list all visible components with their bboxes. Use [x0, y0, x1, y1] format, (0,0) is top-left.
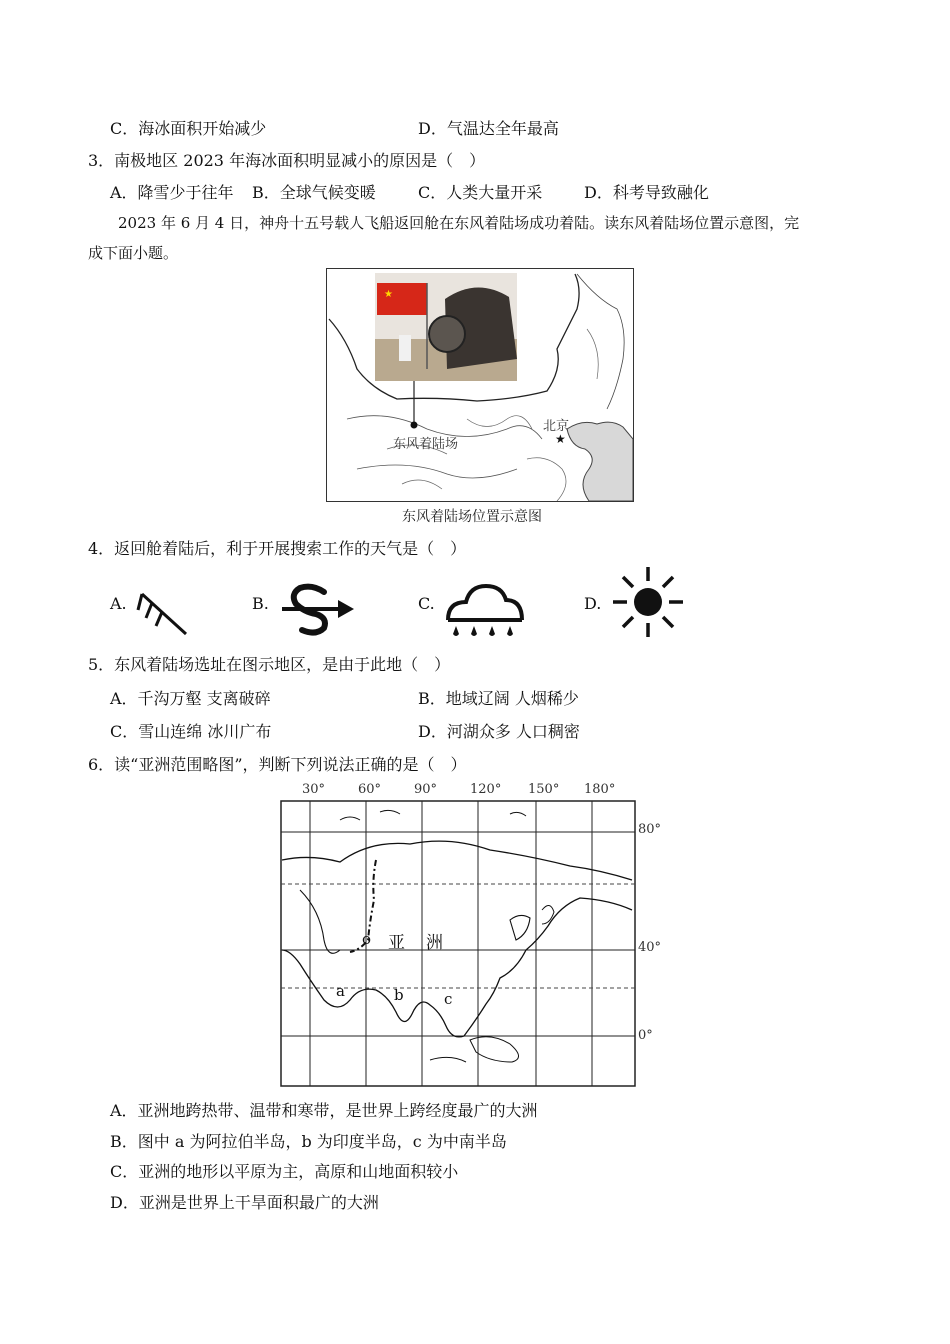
marker-b: b [394, 986, 404, 1004]
q5-option-c: C．雪山连绵 冰川广布 [110, 722, 272, 741]
q5-option-d: D．河湖众多 人口稠密 [418, 722, 580, 741]
q3-option-a: A．降雪少于往年 [110, 183, 234, 202]
asia-title: 亚 洲 [388, 933, 445, 953]
q4-option-d-label: D. [584, 594, 602, 613]
q6-option-d: D．亚洲是世界上干旱面积最广的大洲 [110, 1193, 379, 1212]
lon-label: 30° [302, 782, 326, 797]
svg-text:★: ★ [384, 289, 393, 300]
lon-label: 120° [470, 782, 502, 797]
sun-icon [610, 565, 686, 639]
asia-map [270, 780, 670, 1092]
q4-option-c-label: C. [418, 594, 435, 613]
q4-option-b-label: B. [252, 594, 269, 613]
q6-option-c: C．亚洲的地形以平原为主，高原和山地面积较小 [110, 1162, 459, 1181]
q2-option-c: C．海冰面积开始减少 [110, 119, 267, 138]
landing-map-drawing [327, 269, 633, 501]
lat-label: 40° [638, 940, 662, 955]
q5-stem: 5．东风着陆场选址在图示地区，是由于此地（ ） [88, 655, 451, 674]
marker-a: a [336, 982, 345, 1000]
q3-option-c: C．人类大量开采 [418, 183, 543, 202]
lon-label: 180° [584, 782, 616, 797]
landing-site-label: 东风着陆场 [393, 437, 459, 452]
lat-label: 80° [638, 822, 662, 837]
q2-option-d: D．气温达全年最高 [418, 119, 559, 138]
map1-caption: 东风着陆场位置示意图 [402, 509, 542, 525]
lon-label: 60° [358, 782, 382, 797]
rain-icon [444, 576, 526, 640]
q5-option-b: B．地域辽阔 人烟稀少 [418, 689, 579, 708]
beijing-label: 北京 [543, 419, 570, 434]
q3-option-d: D．科考导致融化 [584, 183, 709, 202]
q5-option-a: A．千沟万壑 支离破碎 [110, 689, 271, 708]
marker-c: c [444, 990, 453, 1008]
lon-label: 150° [528, 782, 560, 797]
intro-line-1: 2023 年 6 月 4 日，神舟十五号载人飞船返回舱在东风着陆场成功着陆。读东风着陆场位置示意图，完 [118, 214, 800, 232]
q6-option-a: A．亚洲地跨热带、温带和寒带，是世界上跨经度最广的大洲 [110, 1101, 538, 1120]
landing-site-map [326, 268, 634, 502]
sandstorm-icon [278, 580, 356, 638]
wind-barb-icon [132, 582, 192, 640]
q6-stem: 6．读“亚洲范围略图”，判断下列说法正确的是（ ） [88, 755, 467, 774]
lat-label: 0° [638, 1028, 653, 1043]
q3-stem: 3．南极地区 2023 年海冰面积明显减小的原因是（ ） [88, 151, 486, 170]
q4-stem: 4．返回舱着陆后，利于开展搜索工作的天气是（ ） [88, 539, 467, 558]
svg-text:★: ★ [555, 432, 566, 446]
lon-label: 90° [414, 782, 438, 797]
q6-option-b: B．图中 a 为阿拉伯半岛，b 为印度半岛，c 为中南半岛 [110, 1132, 507, 1151]
asia-map-drawing [280, 800, 636, 1088]
q3-option-b: B．全球气候变暖 [252, 183, 376, 202]
intro-line-2: 成下面小题。 [88, 244, 179, 262]
q4-option-a-label: A. [110, 594, 127, 613]
marker-o: o [362, 930, 372, 948]
